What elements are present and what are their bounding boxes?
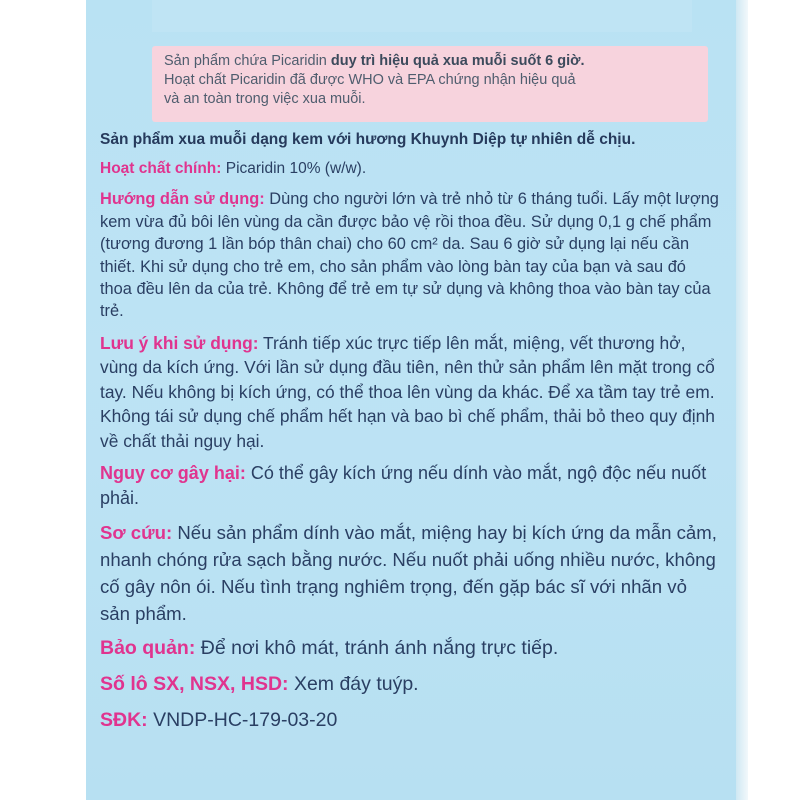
- section-label: Bảo quản:: [100, 637, 196, 660]
- section-registration: [100, 705, 720, 735]
- box-line-2: Hoạt chất Picaridin đã được WHO và EPA chứng nhận hiệu quả: [164, 72, 576, 88]
- section-first-aid: [100, 519, 720, 627]
- section-caution: [100, 331, 720, 454]
- section-text: Tránh tiếp xúc trực tiếp lên mắt, miệng, vết thương hở, vùng da kích ứng. Với lần sử dụng đầu tiên, nên thử sản phẩm lên mặt trong cổ tay. Nếu không bị kích ứng, có thể thoa lên vùng da khác. Để xa tầm tay trẻ em. Không tái sử dụng chế phẩm hết hạn và bao bì chế phẩm, thải bỏ theo quy định về chất thải nguy hại.: [100, 332, 715, 451]
- tube-top-band: [152, 0, 692, 32]
- section-label: Lưu ý khi sử dụng:: [100, 332, 259, 353]
- section-text: Xem đáy tuýp.: [288, 673, 419, 696]
- section-text: VNDP-HC-179-03-20: [147, 709, 338, 732]
- tube-edge: [736, 0, 748, 800]
- section-label: Nguy cơ gây hại:: [100, 463, 246, 484]
- intro-text: Sản phẩm xua muỗi dạng kem với hương Khuynh Diệp tự nhiên dễ chịu.: [100, 131, 636, 148]
- box-line-1: [164, 52, 696, 71]
- section-text: Picaridin 10% (w/w).: [221, 160, 367, 177]
- section-active-ingredient: [100, 158, 720, 180]
- section-text: Để nơi khô mát, tránh ánh nắng trực tiếp.: [195, 637, 559, 660]
- section-batch: [100, 669, 720, 699]
- section-label: Hoạt chất chính:: [100, 160, 222, 177]
- section-storage: [100, 633, 720, 663]
- section-hazard: [100, 461, 720, 511]
- section-usage: [100, 188, 720, 322]
- section-text: Có thể gây kích ứng nếu dính vào mắt, ngộ độc nếu nuốt phải.: [100, 463, 707, 509]
- section-label: Hướng dẫn sử dụng:: [100, 190, 265, 209]
- section-label: Sơ cứu:: [100, 522, 173, 544]
- box-line-1-text: Sản phẩm chứa Picaridin: [164, 53, 331, 69]
- box-line-1-bold: duy trì hiệu quả xua muỗi suốt 6 giờ.: [330, 53, 585, 69]
- highlight-box: [152, 46, 708, 122]
- label-content: [100, 130, 720, 741]
- section-label: Số lô SX, NSX, HSD:: [100, 673, 289, 696]
- section-label: SĐK:: [100, 709, 148, 732]
- section-text: Dùng cho người lớn và trẻ nhỏ từ 6 tháng tuổi. Lấy một lượng kem vừa đủ bôi lên vùng da cần được bảo vệ rồi thoa đều. Sử dụng 0,1 g chế phẩm (tương đương 1 lần bóp thân chai) cho 60 cm² da. Sau 6 giờ sử dụng lại nếu cần thiết. Khi sử dụng cho trẻ em, cho sản phẩm vào lòng bàn tay của bạn và sau đó thoa đều lên da của trẻ. Không để trẻ em tự sử dụng và không thoa vào bàn tay của trẻ.: [100, 190, 719, 321]
- box-line-3: và an toàn trong việc xua muỗi.: [164, 91, 366, 107]
- section-text: Nếu sản phẩm dính vào mắt, miệng hay bị kích ứng da mẫn cảm, nhanh chóng rửa sạch bằng nước. Nếu nuốt phải uống nhiều nước, không cố gây nôn ói. Nếu tình trạng nghiêm trọng, đến gặp bác sĩ với nhãn vỏ sản phẩm.: [100, 522, 717, 625]
